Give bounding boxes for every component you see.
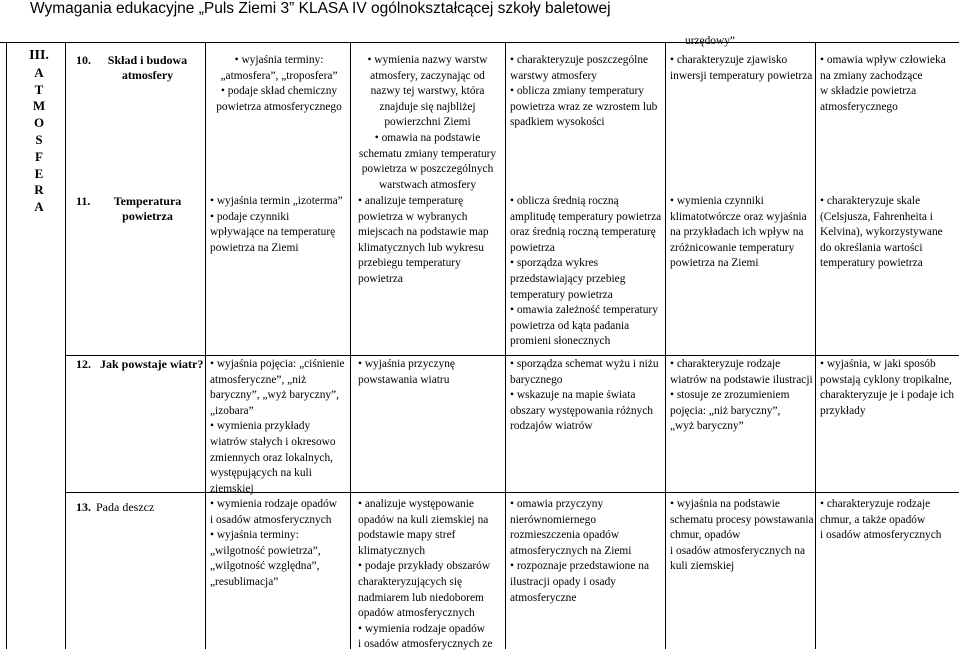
cell-line: barycznego (510, 373, 563, 386)
cell-line: schematu zmiany temperatury (358, 147, 497, 160)
cell-line: • wymienia czynniki (670, 195, 764, 207)
section-letter: T (34, 81, 44, 97)
cell-line: • wyjaśnia, w jaki sposób (820, 358, 936, 370)
cell-line: atmosferyczne”, „niż (210, 373, 307, 386)
row-topic: Pada deszcz (96, 500, 155, 514)
row-number: 10. (76, 53, 91, 67)
cell-line: nazwy tej warstwy, która (370, 85, 485, 98)
requirement-excellent (820, 357, 959, 419)
cell-line: zróżnicowanie temperatury (670, 241, 795, 254)
cell-line: oraz średnią roczną temperaturę (510, 226, 656, 239)
cell-line: do określania wartości (820, 241, 923, 254)
cell-line: powietrza w wybranych (358, 210, 468, 223)
cell-line: • wyjaśnia terminy: (234, 54, 324, 66)
requirement-excellent (820, 497, 959, 544)
cell-line: wpływające na temperaturę (210, 226, 336, 239)
cell-line: obszary występowania różnych (510, 404, 653, 417)
col-divider-0 (6, 42, 7, 649)
requirement-extended (358, 357, 505, 388)
cell-line: i osadów atmosferycznych na (670, 544, 806, 557)
requirement-basic (210, 357, 350, 497)
cell-line: • wymienia rodzaje opadów (358, 622, 486, 635)
cell-line: atmosfery, zaczynając od (370, 69, 485, 82)
cell-line: na zmiany zachodzące (820, 69, 923, 82)
cell-line: powstawania wiatru (358, 373, 450, 386)
cell-line: „wyż baryczny” (670, 420, 744, 433)
cell-line: „resublimacja” (210, 575, 279, 588)
cell-line: • analizuje występowanie (358, 498, 474, 510)
cell-line: „wilgotność względna”, (210, 560, 320, 573)
requirement-complex (510, 357, 665, 435)
cell-line: • wskazuje na mapie świata (510, 389, 636, 402)
cell-line: ziemskiej (210, 482, 254, 495)
cell-line: • wyjaśnia na podstawie (670, 498, 780, 510)
cell-line: powietrza na Ziemi (670, 257, 759, 270)
section-letter: M (32, 98, 46, 114)
cell-line: • sporządza wykres (510, 257, 599, 270)
cell-line: znajduje się najbliżej (379, 100, 476, 113)
cell-line: powietrza atmosferycznego (216, 100, 342, 113)
section-letter: E (34, 165, 44, 181)
cell-line: atmosferyczne (510, 591, 577, 604)
cell-line: • wyjaśnia przyczynę (358, 358, 455, 370)
section-letter: O (33, 115, 45, 131)
requirement-advanced (670, 497, 815, 575)
cell-line: • analizuje temperaturę (358, 195, 464, 207)
cell-line: • rozpoznaje przedstawione na (510, 560, 650, 573)
cell-line: przykłady (820, 404, 866, 417)
cell-line: inwersji temperatury powietrza (670, 69, 813, 82)
cell-line: • podaje czynniki (210, 210, 290, 223)
cell-line: • wyjaśnia termin „izoterma” (210, 195, 343, 207)
col-divider-6 (815, 42, 816, 649)
section-letter: R (34, 182, 44, 198)
cell-line: • oblicza średnią roczną (510, 195, 619, 207)
cell-line: klimatotwórcze oraz wyjaśnia (670, 210, 807, 223)
section-roman: III. (29, 48, 49, 63)
section-label (24, 48, 54, 216)
cell-line: w składzie powietrza (820, 85, 917, 98)
cell-line: występujących na kuli (210, 467, 312, 480)
cell-line: charakteryzujących się (358, 575, 463, 588)
requirement-advanced (670, 357, 815, 435)
cell-line: przedstawiający przebieg (510, 272, 626, 285)
cell-line: • wymienia rodzaje opadów (210, 498, 338, 510)
cell-line: • wymienia nazwy warstw (367, 54, 488, 66)
cell-line: temperatury powietrza (820, 257, 923, 270)
cell-line: charakteryzuje je i podaje ich (820, 389, 955, 402)
col-divider-4 (505, 42, 506, 649)
cell-line: powstają cyklony tropikalne, (820, 373, 952, 386)
cell-line: i osadów atmosferycznych (210, 513, 332, 526)
cell-line: powietrza (358, 272, 403, 285)
cell-line: powietrza na Ziemi (210, 241, 299, 254)
cell-line: • wymienia przykłady (210, 420, 311, 433)
requirement-advanced (670, 194, 815, 272)
col-divider-5 (665, 42, 666, 649)
cell-line: • charakteryzuje zjawisko (670, 54, 788, 66)
cell-line: • podaje przykłady obszarów (358, 560, 491, 573)
cell-line: wiatrów stałych i okresowo (210, 435, 336, 448)
section-letter: F (35, 148, 43, 164)
cell-line: • charakteryzuje skale (820, 195, 921, 207)
cell-line: • charakteryzuje poszczególne (510, 54, 649, 66)
cell-line: • podaje skład chemiczny (220, 85, 338, 98)
requirement-complex (510, 194, 665, 350)
cell-line: klimatycznych (358, 544, 426, 557)
requirement-extended (358, 194, 505, 288)
cell-line: i osadów atmosferycznych (820, 529, 942, 542)
requirement-excellent (820, 194, 959, 272)
col-divider-1 (65, 42, 66, 649)
cell-line: ilustracji opady i osady (510, 575, 616, 588)
row-divider-13 (65, 492, 959, 493)
section-letter: A (34, 199, 44, 215)
requirement-advanced (670, 53, 815, 84)
cell-line: • omawia zależność temperatury (510, 304, 658, 317)
cell-line: • charakteryzuje rodzaje (670, 358, 781, 370)
cell-line: spadkiem wysokości (510, 116, 605, 129)
cell-line: pojęcia: „niż baryczny”, (670, 404, 781, 417)
cell-line: rozmieszczenia opadów (510, 529, 620, 542)
cell-line: chmur, a także opadów (820, 513, 926, 526)
col-divider-3 (350, 42, 351, 649)
requirement-basic (208, 53, 350, 115)
row-topic: Skład i budowa atmosfery (107, 53, 188, 82)
cell-line: opadów na kuli ziemskiej na (358, 513, 489, 526)
cell-line: • omawia przyczyny (510, 498, 604, 510)
cell-line: warstwach atmosfery (378, 178, 477, 191)
row-divider-12 (65, 355, 959, 356)
cell-line: chmur, opadów (670, 529, 741, 542)
requirement-complex (510, 497, 665, 606)
page-title: Wymagania edukacyjne „Puls Ziemi 3” KLASA IV ogólnokształcącej szkoły baletowej (30, 0, 611, 17)
requirement-complex (510, 53, 665, 131)
cell-line: „atmosfera”, „troposfera” (220, 69, 338, 82)
cell-line: baryczny”, „wyż baryczny”, (210, 389, 340, 402)
cell-line: • omawia wpływ człowieka (820, 54, 946, 66)
cell-line: wiatrów na podstawie ilustracji (670, 373, 813, 386)
requirement-excellent (820, 53, 959, 115)
row-number: 12. (76, 357, 91, 371)
cell-line: • sporządza schemat wyżu i niżu (510, 358, 659, 370)
cell-line: zmiennych oraz lokalnych, (210, 451, 334, 464)
col-divider-2 (205, 42, 206, 649)
cell-line: klimatycznych lub wykresu (358, 241, 484, 254)
cell-line: „izobara” (210, 404, 254, 417)
cell-line: miejscach na podstawie map (358, 226, 489, 239)
cell-line: • oblicza zmiany temperatury (510, 85, 644, 98)
cell-line: i osadów atmosferycznych ze (358, 638, 493, 651)
cell-line: nadmiarem lub niedoborem (358, 591, 484, 604)
cell-line: amplitudę temperatury powietrza (510, 210, 662, 223)
cell-line: temperatury powietrza (510, 288, 613, 301)
cell-line: Kelvina), wykorzystywane (820, 226, 943, 239)
requirement-extended (352, 53, 503, 193)
top-fragment: urzędowy” (685, 35, 735, 47)
cell-line: • omawia na podstawie (374, 131, 481, 144)
cell-line: powietrza (510, 241, 555, 254)
cell-line: powietrza wraz ze wzrostem lub (510, 100, 658, 113)
cell-line: na przykładach ich wpływ na (670, 226, 804, 239)
cell-line: • stosuje ze zrozumieniem (670, 389, 790, 402)
requirement-basic (210, 194, 350, 256)
cell-line: przebiegu temperatury (358, 257, 461, 270)
cell-line: • charakteryzuje rodzaje (820, 498, 931, 510)
row-number: 13. (76, 500, 91, 514)
row-number: 11. (76, 194, 91, 208)
cell-line: • wyjaśnia pojęcia: „ciśnienie (210, 358, 345, 370)
cell-line: (Celsjusza, Fahrenheita i (820, 210, 933, 223)
cell-line: • wyjaśnia terminy: (210, 529, 299, 542)
cell-line: „wilgotność powietrza”, (210, 544, 321, 557)
cell-line: powietrza od kąta padania (510, 319, 630, 332)
cell-line: atmosferycznych na Ziemi (510, 544, 632, 557)
cell-line: powietrza w poszczególnych (361, 163, 494, 176)
row-topic: Temperatura powietrza (113, 194, 182, 223)
cell-line: podstawie mapy stref (358, 529, 456, 542)
row-topic: Jak powstaje wiatr? (100, 357, 204, 371)
cell-line: rodzajów wiatrów (510, 420, 593, 433)
cell-line: warstwy atmosfery (510, 69, 597, 82)
requirement-extended (358, 497, 505, 653)
section-letter: S (35, 131, 43, 147)
cell-line: promieni słonecznych (510, 335, 611, 348)
cell-line: opadów atmosferycznych (358, 607, 475, 620)
cell-line: nierównomiernego (510, 513, 597, 526)
cell-line: powierzchni Ziemi (384, 116, 471, 129)
cell-line: kuli ziemskiej (670, 560, 735, 573)
cell-line: schematu procesy powstawania (670, 513, 814, 526)
section-letter: A (34, 64, 44, 80)
cell-line: atmosferycznego (820, 100, 898, 113)
requirement-basic (210, 497, 350, 591)
